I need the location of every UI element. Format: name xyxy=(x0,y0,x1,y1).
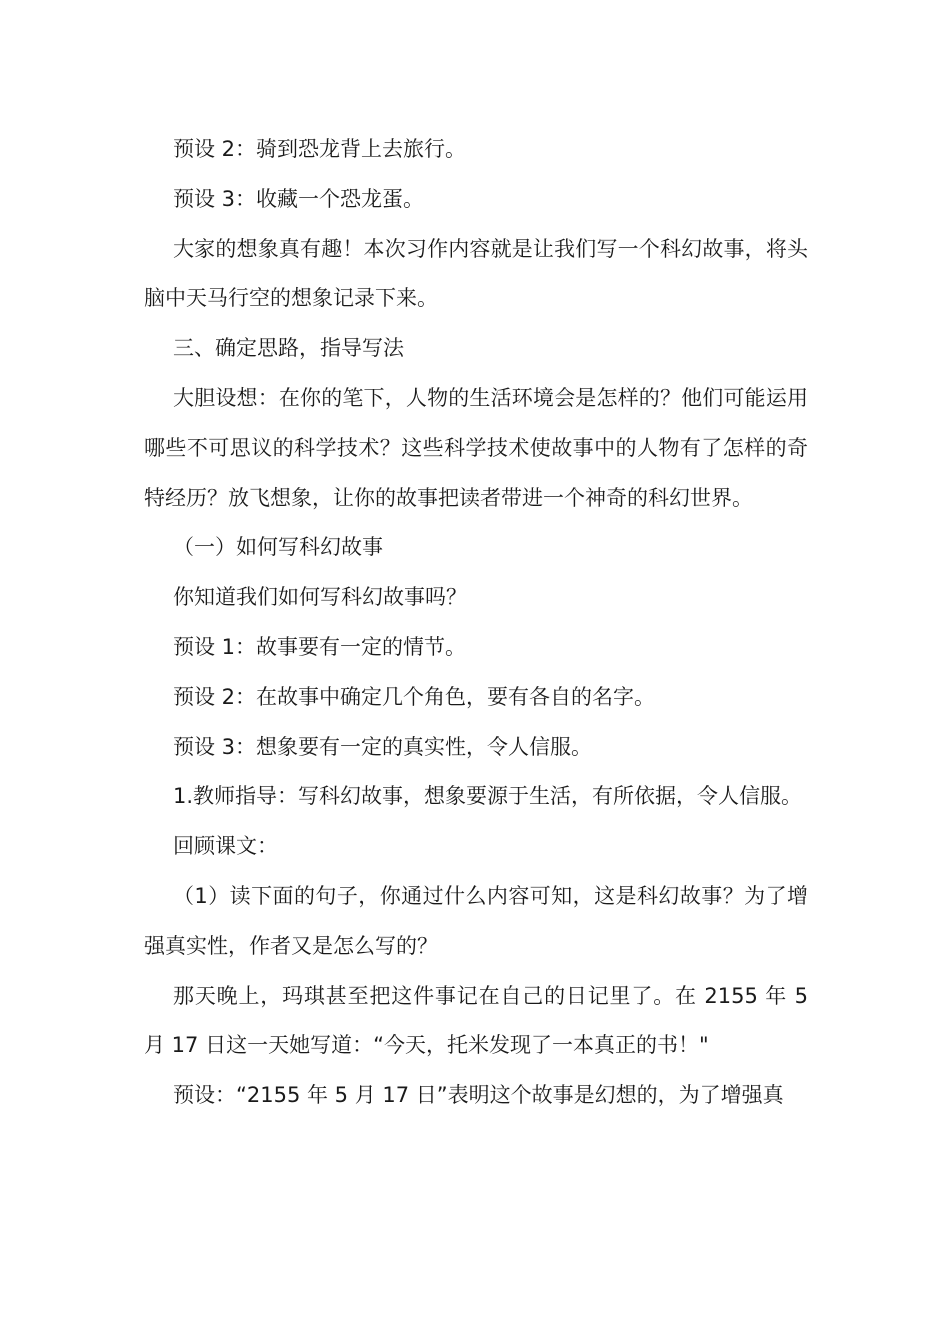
paragraph-reading-question: （1）读下面的句子，你通过什么内容可知，这是科幻故事？为了增强真实性，作者又是怎么写的？ xyxy=(144,883,808,958)
subsection-heading-one: （一）如何写科幻故事 xyxy=(173,535,383,560)
document-body xyxy=(144,125,808,1121)
paragraph-teacher-guidance: 1.教师指导：写科幻故事，想象要源于生活，有所依据，令人信服。 xyxy=(173,784,803,809)
paragraph-preset-3-dinosaur-egg: 预设 3：收藏一个恐龙蛋。 xyxy=(173,186,425,211)
paragraph-preset-2-dinosaur-ride: 预设 2：骑到恐龙背上去旅行。 xyxy=(173,137,467,161)
paragraph-preset-2-characters: 预设 2：在故事中确定几个角色，要有各自的名字。 xyxy=(173,684,656,709)
section-heading-three: 三、确定思路，指导写法 xyxy=(173,336,404,361)
paragraph-quoted-passage: 那天晚上，玛琪甚至把这件事记在自己的日记里了。在 2155 年 5 月 17 日这一天她写道：“今天，托米发现了一本真正的书！" xyxy=(144,983,808,1058)
paragraph-preset-date: 预设：“2155 年 5 月 17 日”表明这个故事是幻想的，为了增强真 xyxy=(173,1083,784,1108)
paragraph-preset-3-realism: 预设 3：想象要有一定的真实性，令人信服。 xyxy=(173,734,593,759)
paragraph-review-text: 回顾课文： xyxy=(173,834,278,859)
paragraph-question: 你知道我们如何写科幻故事吗？ xyxy=(173,585,467,610)
paragraph-writing-topic: 大家的想象真有趣！本次习作内容就是让我们写一个科幻故事，将头脑中天马行空的想象记录下来。 xyxy=(144,236,808,311)
paragraph-bold-imagination: 大胆设想：在你的笔下，人物的生活环境会是怎样的？他们可能运用哪些不可思议的科学技术？这些科学技术使故事中的人物有了怎样的奇特经历？放飞想象，让你的故事把读者带进一个神奇的科幻世界。 xyxy=(144,385,808,510)
paragraph-preset-1-plot: 预设 1：故事要有一定的情节。 xyxy=(173,634,467,659)
